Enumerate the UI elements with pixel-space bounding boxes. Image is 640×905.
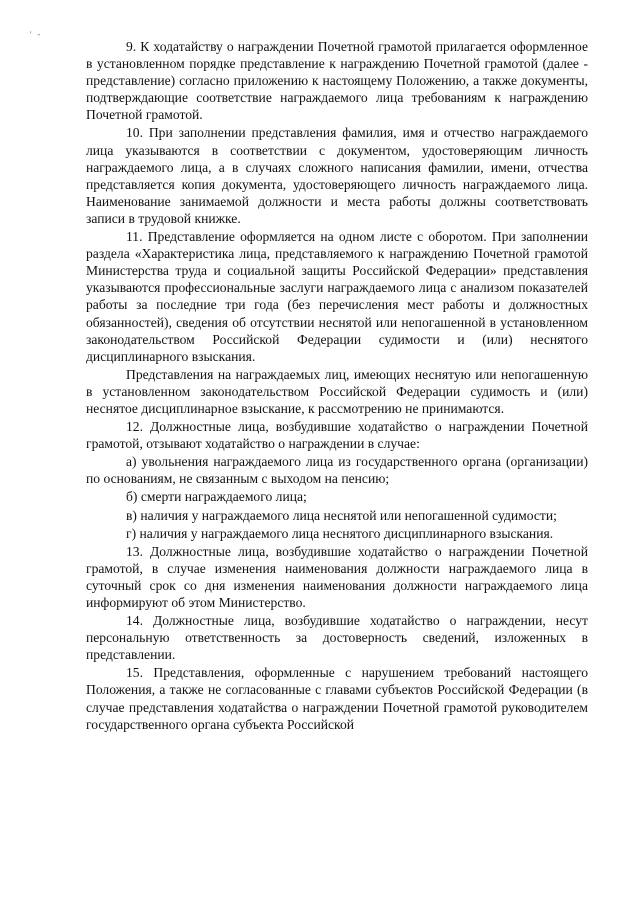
scan-mark: ' - — [30, 30, 43, 39]
paragraph-11: 11. Представление оформляется на одном листе с оборотом. При заполнении раздела «Характеристика лица, представляемого к награждению Почетной грамотой Министерства труда и социальной защиты Российской Федерации» представления указываются профессиональные заслуги награждаемого лица с анализом показателей работы за последние три года (без перечисления мест работы и должностных обязанностей), сведения об отсутствии неснятой или непогашенной в установленном законодательством Российской Федерации судимости и (или) неснятого дисциплинарного взыскания. — [86, 229, 588, 364]
paragraph-9: 9. К ходатайству о награждении Почетной грамотой прилагается оформленное в установленном порядке представление к награждению Почетной грамотой (далее - представление) согласно приложению к настоящему Положению, а также документы, подтверждающие соответствие награждаемого лица требованиям к награждению Почетной грамотой. — [86, 39, 588, 123]
list-item-b: б) смерти награждаемого лица; — [126, 489, 307, 505]
list-item-a: а) увольнения награждаемого лица из государственного органа (организации) по основаниям, не связанным с выходом на пенсию; — [86, 454, 588, 487]
list-item-v: в) наличия у награждаемого лица неснятой или непогашенной судимости; — [126, 507, 557, 523]
paragraph-11-note: Представления на награждаемых лиц, имеющих неснятую или непогашенную в установленном законодательством Российской Федерации судимость и (или) неснятое дисциплинарное взыскание, к рассмотрению не принимаются. — [86, 366, 588, 416]
paragraph-15: 15. Представления, оформленные с нарушением требований настоящего Положения, а также не согласованные с главами субъектов Российской Федерации (в случае представления ходатайства о награждении Почетной грамотой руководителем государственного органа субъекта Российской — [86, 665, 588, 732]
paragraph-14: 14. Должностные лица, возбудившие ходатайство о награждении, несут персональную ответственность за достоверность сведений, изложенных в представлении. — [86, 613, 588, 663]
paragraph-10: 10. При заполнении представления фамилия, имя и отчество награждаемого лица указываются в соответствии с документом, удостоверяющим личность награждаемого лица, а в случаях сложного написания фамилии, имени, отчества представляется копия документа, удостоверяющего личность награждаемого лица. Наименование занимаемой должности и места работы должны соответствовать записи в трудовой книжке. — [86, 125, 588, 226]
list-item-g: г) наличия у награждаемого лица неснятого дисциплинарного взыскания. — [126, 525, 554, 541]
paragraph-13: 13. Должностные лица, возбудившие ходатайство о награждении Почетной грамотой, в случае изменения наименования должности награждаемого лица в суточный срок со дня изменения наименования должности награждаемого лица информируют об этом Министерство. — [86, 543, 588, 610]
paragraph-12: 12. Должностные лица, возбудившие ходатайство о награждении Почетной грамотой, отзывают ходатайство о награждении в случае: — [86, 419, 588, 452]
